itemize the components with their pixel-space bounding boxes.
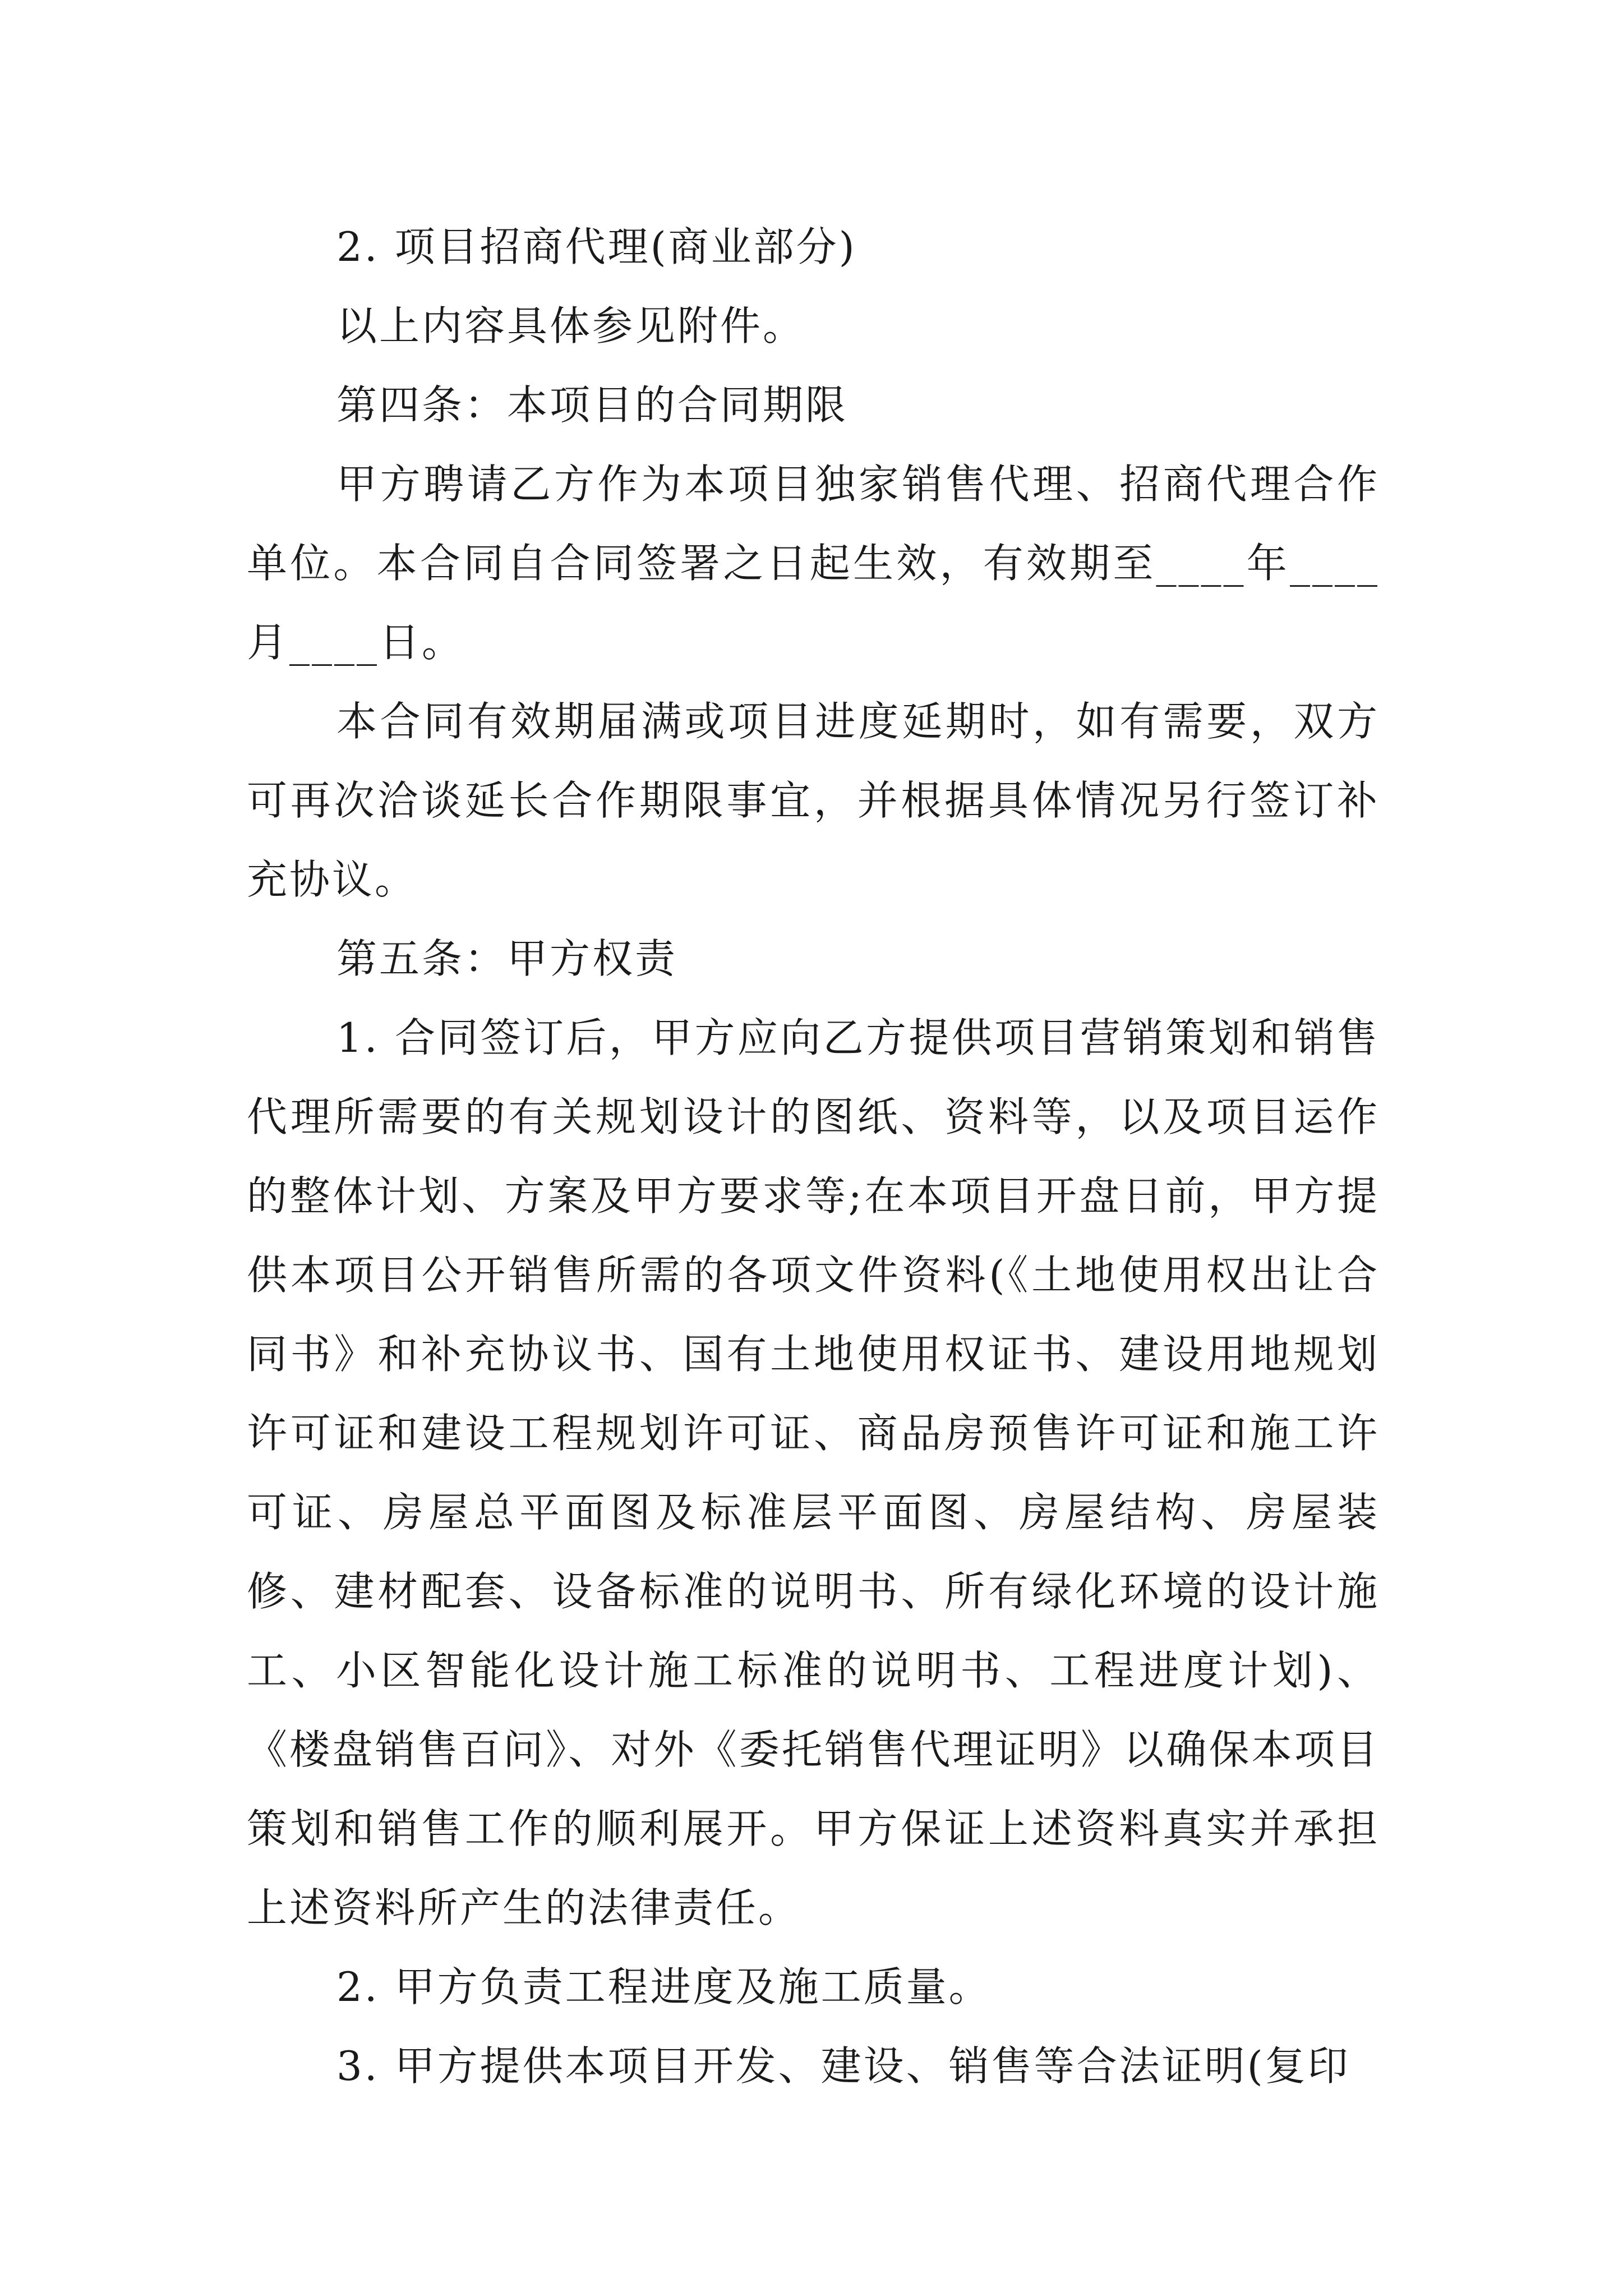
article-4-extension-paragraph: 本合同有效期届满或项目进度延期时，如有需要，双方可再次洽谈延长合作期限事宜，并根据具体情况另行签订补充协议。: [247, 698, 1380, 903]
document-body: [247, 208, 1380, 2106]
article-4-heading: 第四条：本项目的合同期限: [336, 381, 849, 429]
article-4-term-paragraph: 甲方聘请乙方作为本项目独家销售代理、招商代理合作单位。本合同自合同签署之日起生效，有效期至____年____月____日。: [247, 461, 1380, 666]
article-5-item-3: 3. 甲方提供本项目开发、建设、销售等合法证明(复印: [336, 2042, 1350, 2090]
item-2-commercial-leasing: 2. 项目招商代理(商业部分): [336, 223, 857, 270]
article-5-heading: 第五条：甲方权责: [336, 935, 678, 982]
article-5-item-1: 1. 合同签订后，甲方应向乙方提供项目营销策划和销售代理所需要的有关规划设计的图纸、资料等，以及项目运作的整体计划、方案及甲方要求等;在本项目开盘日前，甲方提供本项目公开销售所需的各项文件资料(《土地使用权出让合同书》和补充协议书、国有土地使用权证书、建设用地规划许可证和建设工程规划许可证、商品房预售许可证和施工许可证、房屋总平面图及标准层平面图、房屋结构、房屋装修、建材配套、设备标准的说明书、所有绿化环境的设计施工、小区智能化设计施工标准的说明书、工程进度计划)、《楼盘销售百问》、对外《委托销售代理证明》以确保本项目策划和销售工作的顺利展开。甲方保证上述资料真实并承担上述资料所产生的法律责任。: [247, 1014, 1380, 1931]
article-5-item-2: 2. 甲方负责工程进度及施工质量。: [336, 1963, 992, 2010]
see-attachment-note: 以上内容具体参见附件。: [336, 302, 806, 349]
